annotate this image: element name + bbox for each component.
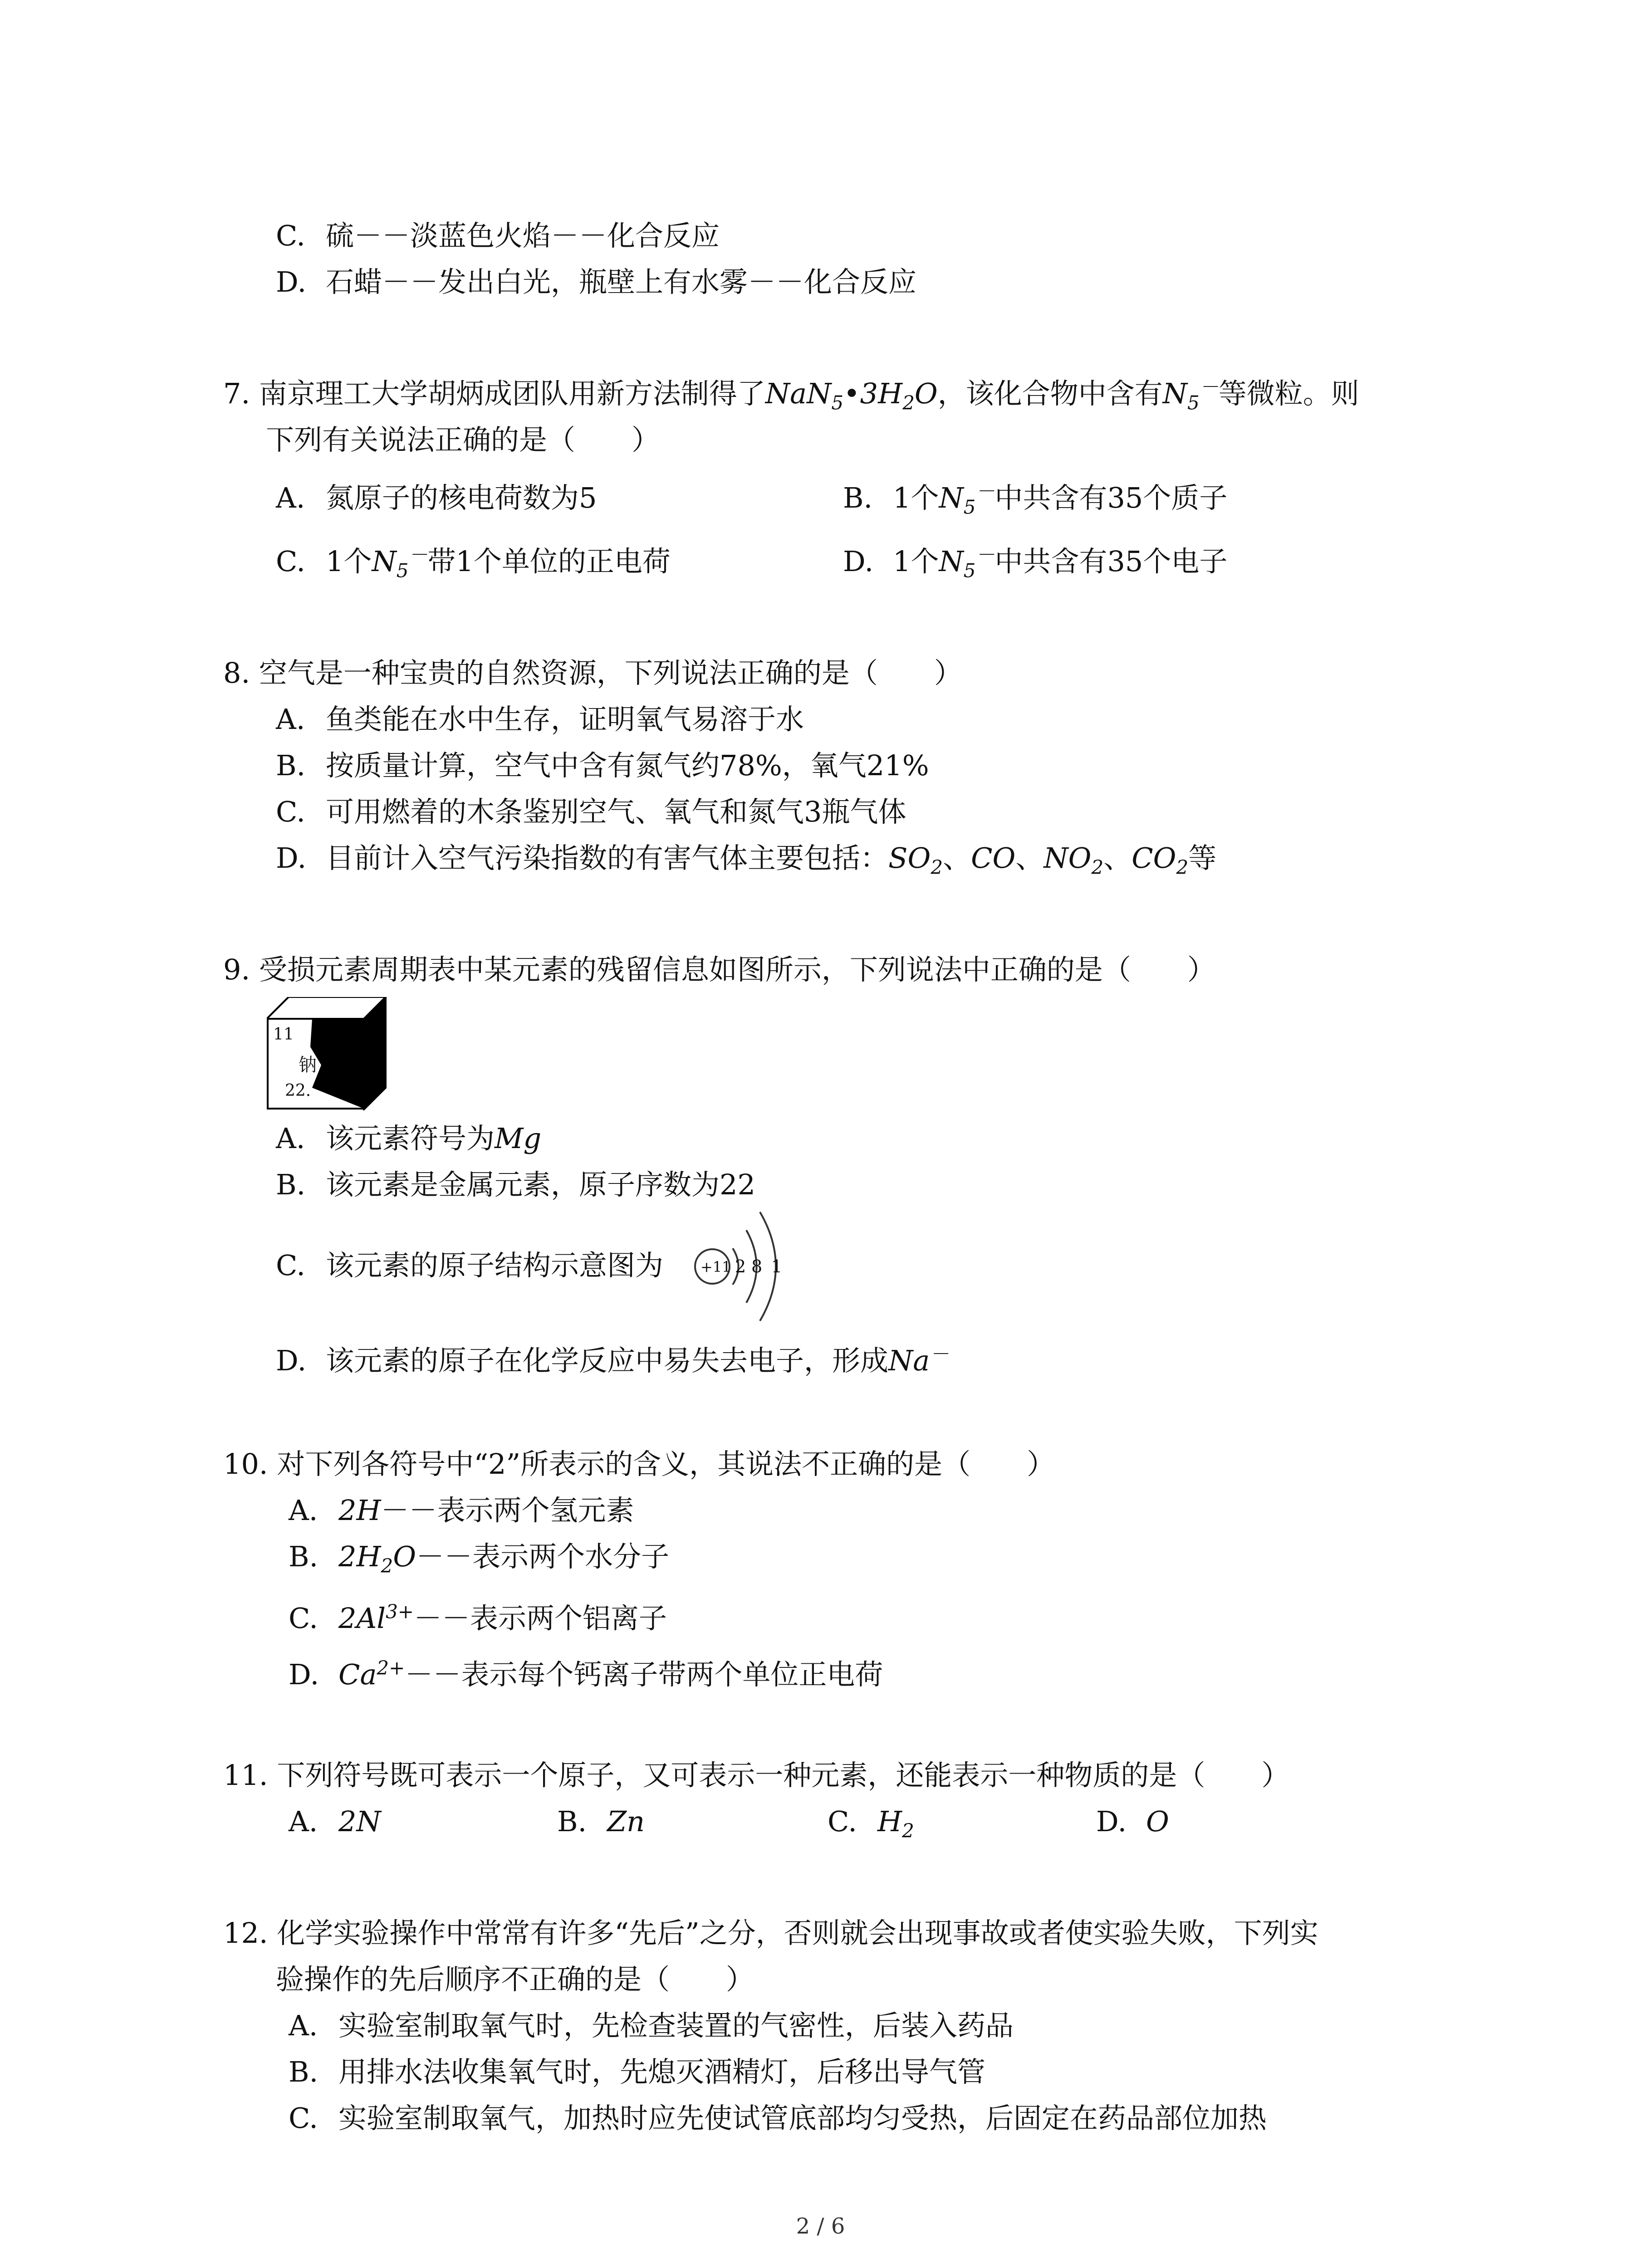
shell-1-electrons: 2 (735, 1256, 746, 1276)
q7-option-d (843, 543, 1228, 582)
q9-stem (223, 953, 1215, 987)
q11-option-c (828, 1804, 914, 1842)
stem-text: 化学实验操作中常常有许多“先后”之分，否则就会出现事故或者使实验失败，下列实 (277, 1916, 1318, 1950)
option-text: 鱼类能在水中生存，证明氧气易溶于水 (326, 703, 804, 736)
option-text: 带1个单位的正电荷 (427, 545, 671, 578)
stem-text: 下列符号既可表示一个原子，又可表示一种元素，还能表示一种物质的是（ ） (277, 1759, 1290, 1792)
q10-stem (223, 1447, 1055, 1481)
q10-option-a (289, 1493, 634, 1528)
q8-option-a (276, 702, 804, 737)
ion-formula: $N_5^-$ (939, 480, 995, 518)
option-letter: C. (276, 545, 305, 578)
compound-formula: $NaN_5•3H_2O$ (765, 377, 938, 414)
q11-stem (223, 1758, 1289, 1793)
option-letter: D. (276, 265, 307, 298)
option-letter: D. (289, 1658, 319, 1691)
option-text: 石蜡－－发出白光，瓶壁上有水雾－－化合反应 (326, 265, 917, 298)
tile-element-name: 钠 (299, 1055, 317, 1075)
option-text: 实验室制取氧气时，先检查装置的气密性，后装入药品 (338, 2009, 1014, 2042)
question-number: 11. (223, 1759, 268, 1792)
q7-option-c (276, 543, 671, 582)
stem-text: 受损元素周期表中某元素的残留信息如图所示，下列说法中正确的是（ ） (259, 953, 1215, 986)
option-letter: B. (289, 1540, 318, 1573)
option-text: －－表示每个钙离子带两个单位正电荷 (405, 1658, 883, 1691)
tile-atomic-number: 11 (273, 1025, 294, 1044)
option-letter: A. (289, 2009, 318, 2042)
option-letter: A. (289, 1805, 318, 1838)
question-number: 9. (223, 953, 250, 986)
option-text: 中共含有35个质子 (994, 481, 1228, 514)
shell-3-electrons: 1 (771, 1256, 783, 1276)
question-number: 8. (223, 656, 250, 689)
q9-option-a (276, 1121, 541, 1156)
q7-option-a (276, 481, 597, 515)
formula: CO (971, 841, 1016, 875)
q10-option-b (289, 1540, 670, 1577)
symbol: $2H_2O$ (338, 1540, 416, 1577)
formula: $SO_2$ (888, 841, 943, 879)
symbol: $H_2$ (877, 1805, 914, 1842)
question-number: 7. (223, 377, 250, 410)
q6-option-c (276, 219, 720, 253)
option-text: 用排水法收集氧气时，先熄灭酒精灯，后移出导气管 (338, 2055, 986, 2088)
option-text: 按质量计算，空气中含有氮气约78%，氧气21% (326, 749, 929, 782)
ion-formula: $N_5^-$ (939, 543, 995, 582)
option-text: 该元素的原子在化学反应中易失去电子，形成 (326, 1344, 889, 1377)
option-text: －－表示两个铝离子 (413, 1602, 667, 1635)
q12-stem (223, 1916, 1318, 1950)
shell-2-electrons: 8 (751, 1256, 763, 1276)
tile-atomic-mass: 22. (285, 1081, 311, 1100)
page-number: 2 / 6 (796, 2214, 845, 2239)
symbol: $2Al^{3+}$ (338, 1600, 414, 1635)
option-text: 目前计入空气污染指数的有害气体主要包括： (326, 841, 889, 875)
option-letter: A. (289, 1494, 318, 1527)
ion-formula: $N_5^-$ (1162, 376, 1219, 414)
option-text: 实验室制取氧气，加热时应先使试管底部均匀受热，后固定在药品部位加热 (338, 2102, 1267, 2135)
option-letter: B. (276, 1168, 306, 1201)
option-letter: C. (276, 1249, 305, 1282)
option-letter: C. (276, 219, 305, 252)
stem-text: 对下列各符号中“2”所表示的含义，其说法不正确的是（ ） (277, 1447, 1055, 1481)
option-letter: C. (828, 1805, 857, 1838)
option-letter: C. (289, 1602, 318, 1635)
q8-stem (223, 656, 962, 690)
option-text: 该元素的原子结构示意图为 (326, 1249, 664, 1282)
option-letter: B. (843, 481, 873, 514)
q9-option-b (276, 1168, 755, 1202)
element-symbol: Mg (495, 1122, 542, 1155)
q11-option-a (289, 1804, 381, 1839)
nucleus-charge: +11 (700, 1258, 731, 1276)
q10-option-c (289, 1601, 667, 1636)
option-text: 1个 (893, 481, 939, 514)
option-text: 可用燃着的木条鉴别空气、氧气和氮气3瓶气体 (326, 795, 906, 828)
q7-option-b (843, 480, 1228, 518)
option-letter: C. (289, 2102, 318, 2135)
option-text: －－表示两个水分子 (416, 1540, 670, 1573)
q8-option-b (276, 748, 929, 783)
q7-stem-line2: 下列有关说法正确的是（ ） (266, 423, 660, 456)
q7-stem (223, 376, 1359, 414)
q9-option-c (276, 1248, 663, 1283)
q8-option-c (276, 795, 906, 829)
q12-option-c (289, 2101, 1267, 2136)
atomic-structure-diagram (690, 1203, 794, 1330)
q6-option-d (276, 265, 916, 299)
option-letter: C. (276, 795, 305, 828)
symbol: Zn (607, 1805, 645, 1838)
formula: $CO_2$ (1132, 841, 1189, 879)
option-letter: D. (843, 545, 874, 578)
q12-option-b (289, 2055, 985, 2089)
symbol: 2H (338, 1494, 381, 1527)
option-letter: D. (276, 1344, 307, 1377)
q9-option-d (276, 1344, 949, 1378)
option-text: 中共含有35个电子 (994, 545, 1228, 578)
option-letter: A. (276, 1122, 305, 1155)
option-letter: B. (289, 2055, 318, 2088)
question-number: 12. (223, 1916, 268, 1950)
option-text: 该元素符号为 (326, 1122, 495, 1155)
stem-text: 空气是一种宝贵的自然资源，下列说法正确的是（ ） (259, 656, 962, 689)
ion-formula: Na－ (888, 1343, 949, 1377)
option-text: 该元素是金属元素，原子序数为22 (326, 1168, 755, 1201)
option-text: 1个 (326, 545, 372, 578)
element-tile-figure (267, 997, 389, 1110)
ion-formula: $N_5^-$ (372, 543, 428, 582)
q8-option-d: D. 目前计入空气污染指数的有害气体主要包括：$SO_2$、CO、$NO_2$、$CO_2$等 (276, 841, 1217, 879)
stem-text: 南京理工大学胡炳成团队用新方法制得了 (259, 377, 765, 410)
q11-option-d (1096, 1804, 1169, 1839)
option-letter: B. (557, 1805, 587, 1838)
q11-option-b (557, 1804, 645, 1839)
option-text: －－表示两个氢元素 (381, 1494, 634, 1527)
formula: $NO_2$ (1043, 841, 1104, 879)
option-letter: D. (1096, 1805, 1127, 1838)
symbol: O (1146, 1805, 1169, 1838)
option-letter: A. (276, 481, 305, 514)
stem-text: ，该化合物中含有 (937, 377, 1163, 410)
q12-option-a (289, 2009, 1014, 2043)
symbol: $Ca^{2+}$ (338, 1657, 405, 1691)
option-letter: D. (276, 841, 307, 875)
option-text: 硫－－淡蓝色火焰－－化合反应 (326, 219, 720, 252)
option-letter: B. (276, 749, 306, 782)
option-text: 氮原子的核电荷数为5 (326, 481, 597, 514)
symbol: 2N (338, 1805, 381, 1838)
stem-text: 等微粒。则 (1218, 377, 1359, 410)
q10-option-d (289, 1657, 883, 1692)
question-number: 10. (223, 1447, 268, 1481)
q12-stem-line2: 验操作的先后顺序不正确的是（ ） (276, 1963, 754, 1996)
option-letter: A. (276, 703, 305, 736)
option-text: 1个 (893, 545, 939, 578)
